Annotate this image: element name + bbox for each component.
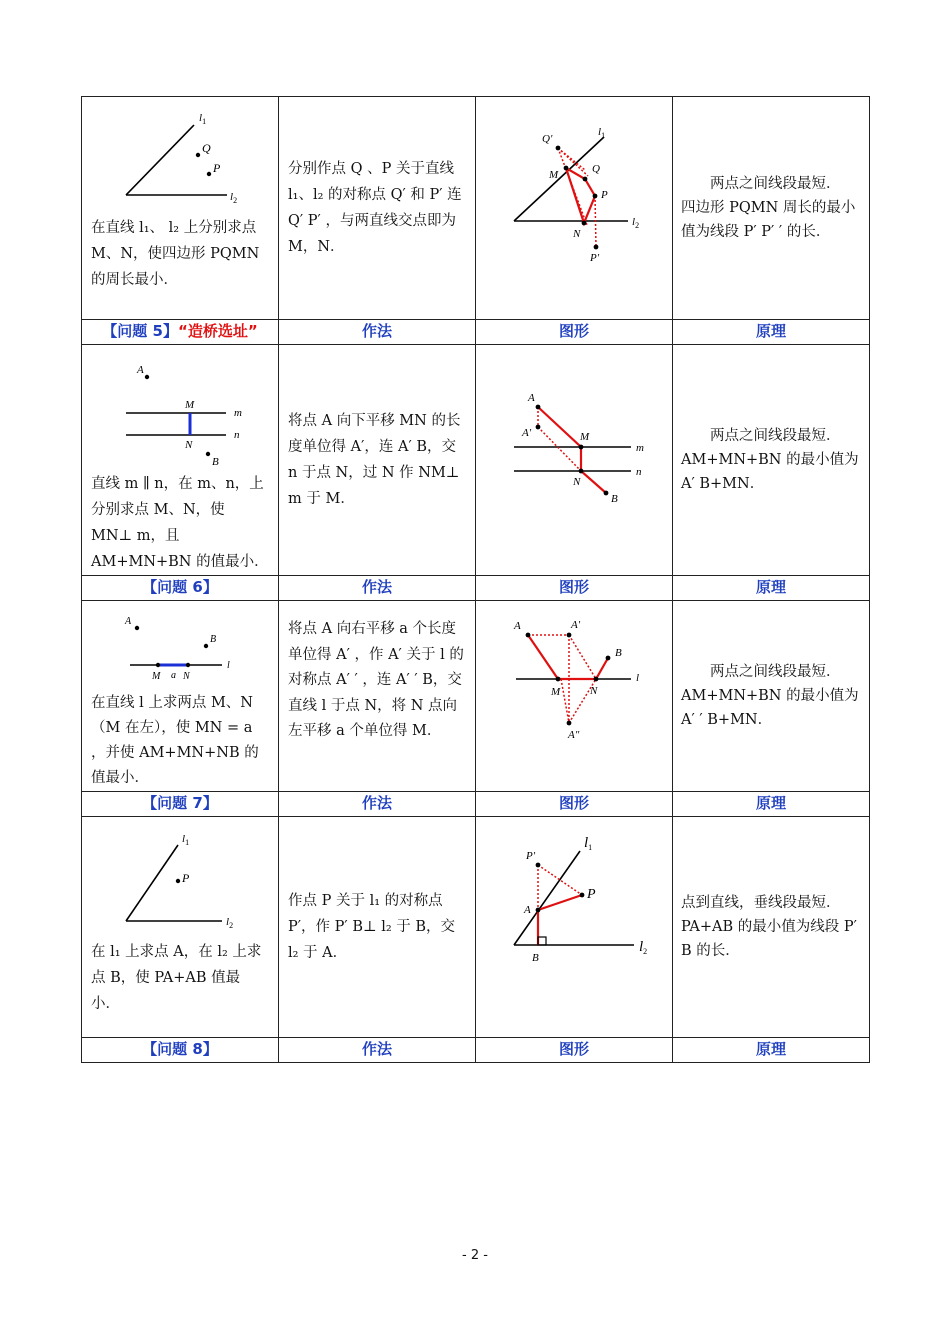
figure-label: N [573, 476, 581, 488]
figure-label: n [234, 429, 240, 441]
table-row [82, 817, 870, 1038]
figure-label: P [182, 871, 190, 885]
problem-text: 在直线 l 上求两点 M、N（M 在左），使 MN = a ，并使 AM+MN+NB 的值最小． [91, 695, 259, 786]
figure-label: $l_2$ [632, 216, 640, 230]
problem-figure [82, 97, 278, 207]
figure-label: A [125, 616, 132, 627]
col-figure: 图形 [476, 320, 673, 345]
problem-title: 【问题 6】 [82, 576, 279, 601]
figure-label: n [636, 466, 642, 478]
figure-label: M [152, 671, 161, 682]
col-principle: 原理 [673, 1038, 870, 1063]
figure-label: $l_2$ [639, 939, 648, 956]
figure-label: P' [590, 252, 600, 264]
figure-label: m [636, 442, 644, 454]
figure-label: $l_1$ [182, 833, 190, 847]
table-row [82, 345, 870, 576]
figure-cell [476, 601, 673, 792]
solution-figure [476, 345, 672, 561]
figure-label: B [532, 952, 539, 964]
method-text: 分别作点 Q 、P 关于直线 l₁、l₂ 的对称点 Q′ 和 P′ 连 Q′ P′ ，与两直线交点即为 M，N． [288, 161, 462, 255]
figure-label: B [615, 647, 622, 659]
col-method: 作法 [279, 1038, 476, 1063]
principle-cell [673, 817, 870, 1038]
table-row [82, 601, 870, 792]
header-row [82, 576, 870, 601]
principle-text: 两点之间线段最短． AM+MN+BN 的最小值为 A′ ′ B+MN． [681, 664, 859, 728]
figure-cell [476, 345, 673, 576]
label-q: Q [202, 141, 211, 155]
col-figure: 图形 [476, 1038, 673, 1063]
principle-text: 点到直线，垂线段最短． PA+AB 的最小值为线段 P′ B 的长． [681, 895, 857, 959]
figure-label: $l_1$ [598, 126, 606, 140]
method-cell [279, 97, 476, 320]
figure-cell [476, 97, 673, 320]
figure-label: P [601, 189, 608, 201]
figure-label: A' [571, 619, 581, 631]
problem-text: 在 l₁ 上求点 A，在 l₂ 上求点 B，使 PA+AB 值最小． [91, 944, 262, 1012]
col-principle: 原理 [673, 320, 870, 345]
problem-title: 【问题 8】 [82, 1038, 279, 1063]
figure-label: Q' [542, 133, 553, 145]
figure-label: M [549, 169, 559, 181]
figure-label: N [183, 671, 190, 682]
problem-text: 直线 m ∥ n，在 m、n，上分别求点 M、N，使 MN⊥ m，且 AM+MN+BN 的值最小． [91, 476, 269, 570]
figure-label: A" [568, 729, 580, 741]
problem-cell [82, 601, 279, 792]
figure-label: A [528, 392, 535, 404]
col-method: 作法 [279, 320, 476, 345]
method-text: 将点 A 向右平移 a 个长度单位得 A′ ，作 A′ 关于 l 的对称点 A′ ′ ，连 A′ ′ B，交直线 l 于点 N，将 N 点向左平移 a 个单位得 M． [288, 621, 464, 739]
figure-label: M [551, 686, 561, 698]
table-row [82, 97, 870, 320]
figure-label: B [611, 493, 618, 505]
principle-cell [673, 97, 870, 320]
figure-label: B [210, 634, 217, 645]
method-cell [279, 345, 476, 576]
solution-figure [476, 601, 672, 767]
header-row [82, 1038, 870, 1063]
problem-title: 【问题 7】 [82, 792, 279, 817]
page-number: - 2 - [462, 1248, 488, 1263]
figure-label: N [573, 228, 581, 240]
col-figure: 图形 [476, 576, 673, 601]
figure-label: M [580, 431, 590, 443]
problem-text: 在直线 l₁、 l₂ 上分别求点 M、N，使四边形 PQMN 的周长最小． [91, 220, 260, 288]
figure-label: P' [526, 850, 536, 862]
figure-label: $l_2$ [226, 916, 234, 930]
problem-figure [82, 601, 278, 687]
figure-label: A [514, 620, 521, 632]
figure-label: m [234, 407, 242, 419]
method-cell [279, 601, 476, 792]
col-method: 作法 [279, 792, 476, 817]
figure-label: l [227, 660, 230, 671]
figure-label: A [524, 904, 531, 916]
figure-cell [476, 817, 673, 1038]
principle-cell [673, 601, 870, 792]
principle-cell [673, 345, 870, 576]
col-principle: 原理 [673, 792, 870, 817]
figure-label: a [171, 670, 176, 681]
figure-label: A [137, 364, 144, 376]
method-text: 将点 A 向下平移 MN 的长度单位得 A′，连 A′ B，交 n 于点 N，过 N 作 NM⊥ m 于 M． [288, 413, 461, 507]
col-figure: 图形 [476, 792, 673, 817]
figure-label: Q [592, 163, 600, 175]
solution-figure [476, 817, 672, 1033]
header-row [82, 320, 870, 345]
figure-label: P [587, 887, 596, 902]
figure-label: A' [522, 427, 532, 439]
problem-figure [82, 345, 278, 467]
figure-label: M [185, 399, 195, 411]
problem-cell [82, 97, 279, 320]
header-row [82, 792, 870, 817]
method-text: 作点 P 关于 l₁ 的对称点 P′，作 P′ B⊥ l₂ 于 B，交 l₂ 于 A． [288, 893, 456, 961]
problem-title: 【问题 5】“造桥选址” [82, 320, 279, 345]
figure-label: N [185, 439, 193, 451]
method-cell [279, 817, 476, 1038]
geometry-table [81, 96, 870, 1063]
figure-label: l [636, 672, 640, 684]
col-method: 作法 [279, 576, 476, 601]
solution-figure [476, 97, 672, 315]
label-l2: $l_2$ [230, 191, 238, 205]
problem-figure [82, 817, 278, 931]
label-l1: $l_1$ [199, 112, 207, 126]
problem-cell [82, 345, 279, 576]
principle-text: 两点之间线段最短． AM+MN+BN 的最小值为 A′ B+MN． [681, 428, 859, 492]
principle-text: 两点之间线段最短． 四边形 PQMN 周长的最小值为线段 P′ P′ ′ 的长． [681, 176, 856, 240]
col-principle: 原理 [673, 576, 870, 601]
figure-label: N [590, 685, 598, 697]
figure-label: B [212, 456, 219, 467]
problem-cell [82, 817, 279, 1038]
figure-label: $l_1$ [584, 835, 593, 852]
label-p: P [213, 161, 221, 175]
